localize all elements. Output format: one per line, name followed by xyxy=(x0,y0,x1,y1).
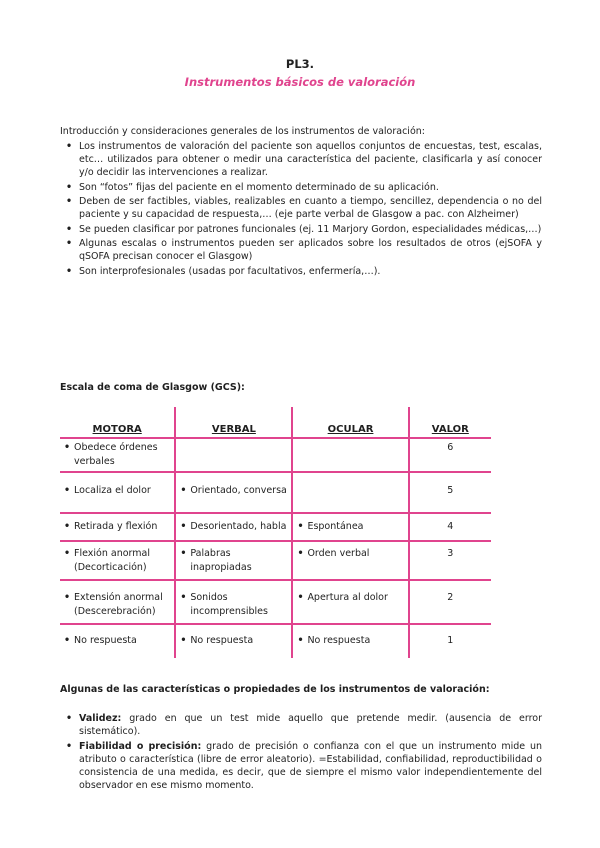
gcs-header-valor: VALOR xyxy=(409,407,491,438)
table-row xyxy=(60,472,491,513)
bullet-dot: • xyxy=(297,548,304,559)
bullet-dot: • xyxy=(64,635,71,646)
bullet-dot: • xyxy=(64,442,71,453)
intro-bullet-list xyxy=(60,140,542,278)
intro-heading: Introducción y consideraciones generales de los instrumentos de valoración: xyxy=(60,126,425,137)
gcs-cell-valor: 1 xyxy=(409,624,491,658)
property-term: Validez: xyxy=(79,713,122,724)
gcs-cell-verbal: • Desorientado, habla xyxy=(175,513,292,541)
bullet-dot: • xyxy=(180,485,187,496)
table-row xyxy=(60,580,491,624)
bullet-dot: • xyxy=(180,592,187,603)
bullet-dot: • xyxy=(64,592,71,603)
page-title: PL3. xyxy=(285,57,315,71)
bullet-dot: • xyxy=(180,521,187,532)
gcs-cell-valor: 5 xyxy=(409,472,491,513)
intro-bullet: • Deben de ser factibles, viables, realizables en cuanto a tiempo, sencillez, dependencia o no del paciente y su capacidad de respuesta,… (eje parte verbal de Glasgow a pac. con Alzheimer) xyxy=(79,195,542,221)
intro-bullet: • Se pueden clasificar por patrones funcionales (ej. 11 Marjory Gordon, especialidades médicas,…) xyxy=(79,223,542,236)
gcs-cell-valor: 4 xyxy=(409,513,491,541)
gcs-cell-verbal: • Palabras inapropiadas xyxy=(175,541,292,580)
gcs-cell-verbal: • Orientado, conversa xyxy=(175,472,292,513)
properties-section-title: Algunas de las características o propiedades de los instrumentos de valoración: xyxy=(60,684,490,695)
table-row xyxy=(60,624,491,658)
table-row xyxy=(60,438,491,472)
property-text: grado en que un test mide aquello que pretende medir. (ausencia de error sistemático). xyxy=(79,713,542,737)
table-row xyxy=(60,541,491,580)
gcs-cell-valor: 3 xyxy=(409,541,491,580)
gcs-cell-verbal: • No respuesta xyxy=(175,624,292,658)
gcs-cell-ocular xyxy=(292,472,408,513)
gcs-header-verbal: VERBAL xyxy=(175,407,292,438)
bullet-dot: • xyxy=(297,592,304,603)
bullet-dot: • xyxy=(64,521,71,532)
gcs-cell-motora: • Obedece órdenes verbales xyxy=(60,438,175,472)
gcs-cell-verbal: • Sonidos incomprensibles xyxy=(175,580,292,624)
bullet-dot: • xyxy=(180,548,187,559)
property-term: Fiabilidad o precisión: xyxy=(79,740,202,752)
bullet-dot: • xyxy=(180,635,187,646)
intro-section xyxy=(60,125,542,279)
gcs-cell-ocular: • Orden verbal xyxy=(292,541,408,580)
bullet-dot: • xyxy=(297,521,304,532)
gcs-header-row xyxy=(60,407,491,438)
bullet-dot: • xyxy=(64,548,71,559)
property-item xyxy=(79,740,542,792)
gcs-cell-ocular: • Apertura al dolor xyxy=(292,580,408,624)
table-row xyxy=(60,513,491,541)
bullet-dot: • xyxy=(297,635,304,646)
properties-list xyxy=(60,712,542,792)
gcs-cell-motora: • Retirada y flexión xyxy=(60,513,175,541)
gcs-section-title: Escala de coma de Glasgow (GCS): xyxy=(60,382,245,393)
gcs-table xyxy=(60,407,491,658)
gcs-cell-valor: 6 xyxy=(409,438,491,472)
gcs-cell-motora: • Localiza el dolor xyxy=(60,472,175,513)
page-subtitle: Instrumentos básicos de valoración xyxy=(184,75,416,89)
property-item xyxy=(79,712,542,738)
intro-bullet: • Son “fotos” fijas del paciente en el momento determinado de su aplicación. xyxy=(79,181,542,194)
bullet-dot: • xyxy=(64,485,71,496)
gcs-cell-ocular: • No respuesta xyxy=(292,624,408,658)
gcs-cell-ocular xyxy=(292,438,408,472)
intro-bullet: • Los instrumentos de valoración del paciente son aquellos conjuntos de encuestas, test, escalas, etc… utilizados para obtener o medir una característica del paciente, clasificarla y así conocer y/o decidir las intervenciones a realizar. xyxy=(79,140,542,179)
intro-bullet: • Algunas escalas o instrumentos pueden ser aplicados sobre los resultados de otros (ejSOFA y qSOFA precisan conocer el Glasgow) xyxy=(79,237,542,263)
intro-bullet: • Son interprofesionales (usadas por facultativos, enfermería,…). xyxy=(79,265,542,278)
property-text: grado de precisión o confianza con el que un instrumento mide un atributo o característica (libre de error aleatorio). =Estabilidad, confiabilidad, reproductibilidad o consistencia de una medida, es decir, que de siempre el mismo valor independientemente del observador en ese mismo momento. xyxy=(79,740,543,791)
gcs-cell-motora: • Extensión anormal (Descerebración) xyxy=(60,580,175,624)
gcs-cell-motora: • Flexión anormal (Decorticación) xyxy=(60,541,175,580)
gcs-header-ocular: OCULAR xyxy=(292,407,408,438)
gcs-cell-ocular: • Espontánea xyxy=(292,513,408,541)
gcs-header-motora: MOTORA xyxy=(60,407,175,438)
gcs-cell-verbal xyxy=(175,438,292,472)
properties-section xyxy=(60,712,542,793)
gcs-cell-valor: 2 xyxy=(409,580,491,624)
gcs-cell-motora: • No respuesta xyxy=(60,624,175,658)
